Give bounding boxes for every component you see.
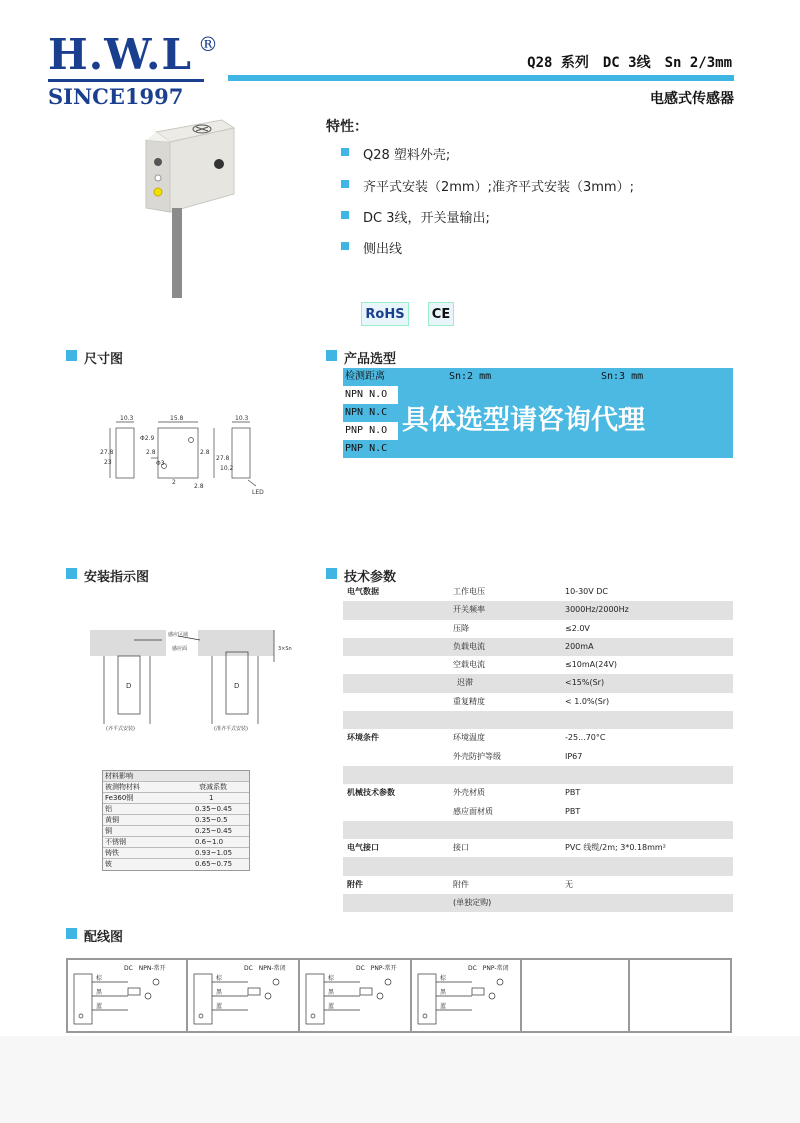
dim-label: 2 <box>172 479 176 486</box>
dim-label: 10.2 <box>220 465 234 472</box>
install-label: D <box>126 682 132 690</box>
dim-label: 27.8 <box>216 455 230 462</box>
load-icon <box>472 988 484 995</box>
terminal-icon <box>377 993 383 999</box>
section-install: 安装指示图 <box>84 566 149 585</box>
spec-group: 环境条件 <box>347 733 379 743</box>
logo-underline <box>48 79 204 82</box>
dim-label: Φ3 <box>156 460 165 467</box>
bullet-icon <box>341 180 349 188</box>
terminal-icon <box>489 993 495 999</box>
wire-color-label: 蓝 <box>440 1003 447 1010</box>
product-image <box>126 112 236 302</box>
bullet-icon <box>341 211 349 219</box>
dim-label: 2.8 <box>146 449 156 456</box>
install-label: 3×Sn <box>278 646 292 652</box>
table-row <box>343 674 733 692</box>
table-row: 不锈钢 0.6~1.0 <box>103 837 249 848</box>
table-row <box>343 803 733 821</box>
table-row: NPN N.O <box>345 389 388 400</box>
wire-color-label: 棕 <box>96 975 103 982</box>
table-row <box>343 583 733 601</box>
spec-key: 负载电流 <box>453 641 485 651</box>
rohs-badge: RoHS <box>361 302 409 326</box>
section-tech: 技术参数 <box>344 566 396 585</box>
ground-icon <box>311 1014 315 1018</box>
spec-key: 迟滞 <box>457 678 473 688</box>
square-icon <box>66 928 77 939</box>
spec-key: 空载电流 <box>453 660 485 670</box>
dimension-drawing <box>96 410 266 500</box>
brand-since: SINCE1997 <box>48 84 184 109</box>
spec-val: 3000Hz/2000Hz <box>565 605 629 615</box>
wiring-diagram <box>306 964 397 1024</box>
square-icon <box>326 350 337 361</box>
spec-val: < 1.0%(Sr) <box>565 696 610 706</box>
bullet-icon <box>341 148 349 156</box>
load-icon <box>128 988 140 995</box>
spec-key: 感应面材质 <box>453 806 493 816</box>
table-row <box>343 620 733 638</box>
header-accent-bar <box>228 75 734 81</box>
table-row <box>343 711 733 729</box>
footer-band <box>0 1036 800 1123</box>
wire-color-label: 蓝 <box>216 1003 223 1010</box>
install-caption: (齐平式安装) <box>106 726 135 732</box>
wiring-title: DC PNP-常闭 <box>468 965 509 972</box>
table-row <box>343 766 733 784</box>
spec-key: 压降 <box>453 623 469 633</box>
tech-spec-table <box>343 583 733 912</box>
materials-title: 材料影响 <box>103 771 249 782</box>
led-label: LED <box>252 489 264 496</box>
spec-val: ≤10mA(24V) <box>565 660 618 670</box>
spec-key: 开关频率 <box>453 605 485 615</box>
table-row <box>343 784 733 802</box>
wire-color-label: 黑 <box>96 989 103 996</box>
ground-icon <box>199 1014 203 1018</box>
spec-val: 无 <box>565 879 573 889</box>
square-icon <box>326 568 337 579</box>
table-row <box>343 876 733 894</box>
spec-key: 外壳材质 <box>453 788 485 798</box>
dim-label: Φ2.9 <box>140 435 155 442</box>
section-dimension: 尺寸图 <box>84 348 123 367</box>
wire-color-label: 黑 <box>216 989 223 996</box>
wiring-diagrams <box>68 960 518 1031</box>
spec-val: 10-30V DC <box>565 587 609 596</box>
table-row: 铜 0.25~0.45 <box>103 826 249 837</box>
wire-color-label: 棕 <box>216 975 223 982</box>
table-row: 黄铜 0.35~0.5 <box>103 815 249 826</box>
spec-group: 机械技术参数 <box>347 788 395 798</box>
table-row <box>343 821 733 839</box>
spec-val: ≤2.0V <box>565 623 590 633</box>
section-selection: 产品选型 <box>344 348 396 367</box>
table-row <box>343 656 733 674</box>
table-row <box>343 839 733 857</box>
install-diagram <box>86 614 296 734</box>
ground-icon <box>423 1014 427 1018</box>
spec-key: 工作电压 <box>453 587 485 596</box>
wiring-title: DC NPN-常闭 <box>244 965 286 972</box>
spec-val: PVC 线缆/2m; 3*0.18mm² <box>565 843 666 853</box>
page-subtitle: 电感式传感器 <box>650 91 734 107</box>
table-row <box>343 729 733 747</box>
terminal-icon <box>497 979 503 985</box>
terminal-icon <box>145 993 151 999</box>
load-icon <box>360 988 372 995</box>
table-row: Fe360钢 1 <box>103 793 249 804</box>
spec-group: 电气数据 <box>347 587 379 596</box>
table-row: 铸铁 0.93~1.05 <box>103 848 249 859</box>
table-row: 被测物材料 衰减系数 <box>103 782 249 793</box>
spec-val: 200mA <box>565 641 594 651</box>
wire-color-label: 蓝 <box>96 1003 103 1010</box>
table-row <box>343 638 733 656</box>
features-heading: 特性： <box>326 119 368 135</box>
spec-key: 附件 <box>453 879 469 889</box>
table-row: 铝 0.35~0.45 <box>103 804 249 815</box>
terminal-icon <box>385 979 391 985</box>
registered-mark: ® <box>198 32 218 56</box>
dim-label: 23 <box>104 459 112 466</box>
spec-group: 电气接口 <box>347 843 379 853</box>
dim-label: 27.8 <box>100 449 114 456</box>
table-row <box>343 748 733 766</box>
table-row: 铍 0.65~0.75 <box>105 860 233 868</box>
table-row: NPN N.C <box>343 404 733 422</box>
wire-color-label: 蓝 <box>328 1003 335 1010</box>
table-row <box>343 857 733 875</box>
wire-color-label: 黑 <box>328 989 335 996</box>
wiring-diagram <box>194 964 286 1024</box>
table-row: PNP N.C <box>343 440 733 458</box>
spec-key: 接口 <box>453 843 469 853</box>
terminal-icon <box>265 993 271 999</box>
spec-val: IP67 <box>565 751 583 761</box>
spec-val: <15%(Sr) <box>565 678 605 688</box>
wiring-diagram <box>418 964 509 1024</box>
wire-color-label: 黑 <box>440 989 447 996</box>
spec-key: 环境温度 <box>453 733 485 743</box>
page-title: Q28 系列 DC 3线 Sn 2/3mm <box>527 55 732 71</box>
square-icon <box>66 350 77 361</box>
feature-item: 齐平式安装（2mm）;准齐平式安装（3mm）; <box>363 176 634 195</box>
ce-badge: CE <box>428 302 454 326</box>
terminal-icon <box>273 979 279 985</box>
materials-table <box>102 770 250 871</box>
install-label: 感应面 <box>172 646 188 652</box>
table-row <box>343 601 733 619</box>
wiring-title: DC PNP-常开 <box>356 965 397 972</box>
dim-label: 2.8 <box>200 449 210 456</box>
wire-color-label: 棕 <box>440 975 447 982</box>
table-row: PNP N.O <box>345 425 388 436</box>
wiring-cell <box>522 960 630 1031</box>
feature-item: 侧出线 <box>363 238 402 257</box>
square-icon <box>66 568 77 579</box>
dim-label: 2.8 <box>194 483 204 490</box>
table-row <box>343 894 733 912</box>
spec-group: 附件 <box>347 879 363 889</box>
ground-icon <box>79 1014 83 1018</box>
install-label: 感应区域 <box>168 632 189 638</box>
wiring-title: DC NPN-常开 <box>124 965 166 972</box>
load-icon <box>248 988 260 995</box>
install-caption: (准齐平式安装) <box>214 726 248 732</box>
spec-key: (单独定购) <box>453 898 492 908</box>
brand-logo: H.W.L <box>48 30 193 79</box>
dim-label: 15.8 <box>170 415 184 422</box>
dim-label: 10.3 <box>120 415 134 422</box>
spec-val: -25...70°C <box>565 733 606 743</box>
terminal-icon <box>153 979 159 985</box>
selection-overlay: 具体选型请咨询代理 <box>398 386 733 456</box>
selection-header: 检测距离 Sn:2 mm Sn:3 mm <box>343 368 733 386</box>
install-label: D <box>234 682 240 690</box>
table-row <box>343 693 733 711</box>
dim-label: 10.3 <box>235 415 249 422</box>
feature-item: Q28 塑料外壳; <box>363 144 450 163</box>
section-wiring: 配线图 <box>84 926 123 945</box>
bullet-icon <box>341 242 349 250</box>
spec-val: PBT <box>565 806 581 816</box>
wiring-diagram <box>74 964 166 1024</box>
wire-color-label: 棕 <box>328 975 335 982</box>
spec-val: PBT <box>565 788 581 798</box>
spec-key: 外壳防护等级 <box>453 751 501 761</box>
feature-item: DC 3线，开关量输出; <box>363 207 490 226</box>
spec-key: 重复精度 <box>453 696 485 706</box>
